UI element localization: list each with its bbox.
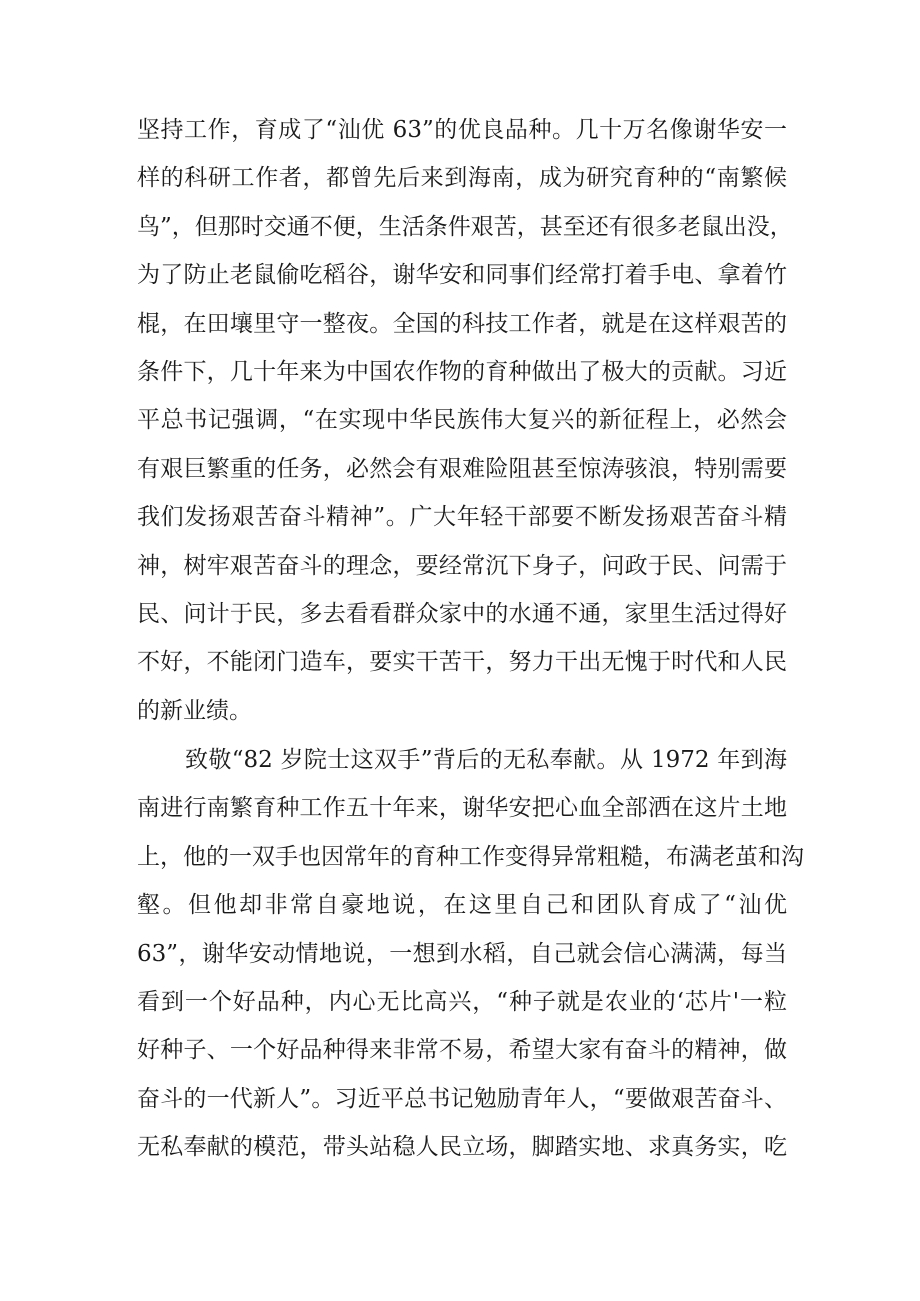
paragraph-2 [137,736,804,1172]
text-line: 不好，不能闭门造车，要实干苦干，努力干出无愧于时代和人民 [137,649,787,676]
text-line: 我们发扬艰苦奋斗精神”。广大年轻干部要不断发扬艰苦奋斗精 [137,504,787,531]
text-line: 致敬“82 岁院士这双手”背后的无私奉献。从 1972 年到海 [185,747,787,773]
text-line: 上，他的一双手也因常年的育种工作变得异常粗糙，布满老茧和沟 [137,843,804,870]
text-line: 奋斗的一代新人”。习近平总书记勉励青年人，“要做艰苦奋斗、 [137,1085,787,1112]
text-line: 南进行南繁育种工作五十年来，谢华安把心血全部洒在这片土地 [137,795,787,822]
text-line: 无私奉献的模范，带头站稳人民立场，脚踏实地、求真务实，吃 [137,1134,787,1161]
text-line: 样的科研工作者，都曾先后来到海南，成为研究育种的“南繁候 [137,165,787,192]
text-line: 棍，在田壤里守一整夜。全国的科技工作者，就是在这样艰苦的 [137,310,787,337]
text-line: 民、问计于民，多去看看群众家中的水通不通，家里生活过得好 [137,600,787,627]
text-line: 平总书记强调，“在实现中华民族伟大复兴的新征程上，必然会 [137,407,787,434]
paragraph-1 [137,106,793,735]
text-line: 坚持工作，育成了“汕优 63”的优良品种。几十万名像谢华安一 [137,117,787,143]
text-line: 条件下，几十年来为中国农作物的育种做出了极大的贡献。习近 [137,358,787,385]
text-line: 鸟”，但那时交通不便，生活条件艰苦，甚至还有很多老鼠出没， [137,213,793,240]
text-line: 看到一个好品种，内心无比高兴，“种子就是农业的‘芯片'一粒 [137,988,787,1015]
text-line: 为了防止老鼠偷吃稻谷，谢华安和同事们经常打着手电、拿着竹 [137,262,787,289]
text-line: 63”，谢华安动情地说，一想到水稻，自己就会信心满满，每当 [137,940,787,967]
text-line: 有艰巨繁重的任务，必然会有艰难险阻甚至惊涛骇浪，特别需要 [137,455,787,482]
text-line: 好种子、一个好品种得来非常不易，希望大家有奋斗的精神，做 [137,1037,787,1064]
text-line: 壑。但他却非常自豪地说，在这里自己和团队育成了“汕优 [137,892,787,919]
text-line: 神，树牢艰苦奋斗的理念，要经常沉下身子，问政于民、问需于 [137,552,787,579]
text-line: 的新业绩。 [137,697,252,724]
